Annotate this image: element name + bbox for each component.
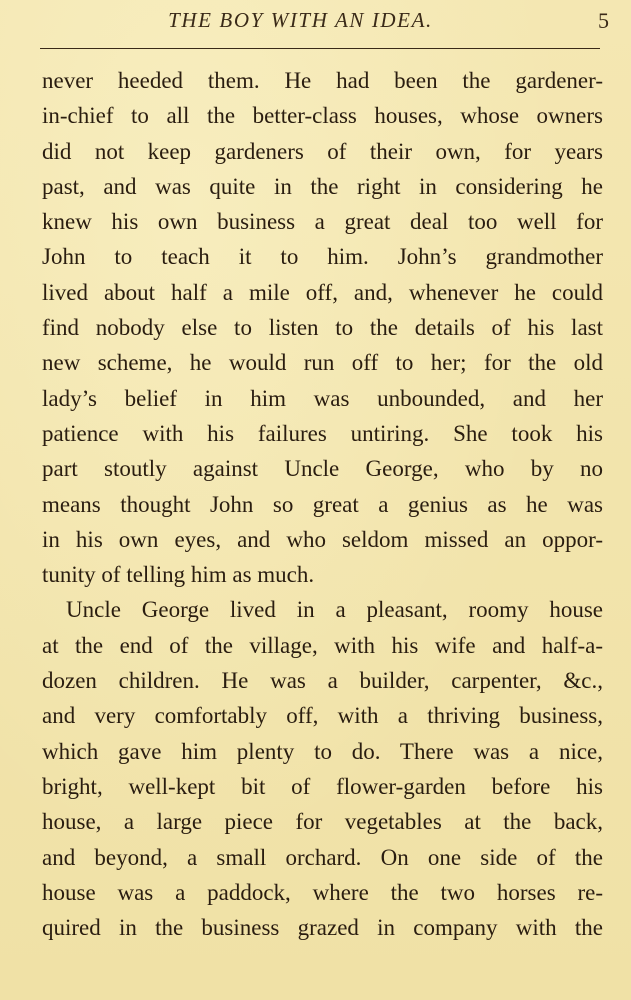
text-line: quired in the business grazed in company with the [42, 915, 603, 941]
text-line: knew his own business a great deal too well for [42, 209, 603, 235]
text-line: house, a large piece for vegetables at the back, [42, 809, 603, 835]
text-line: and very comfortably off, with a thriving business, [42, 703, 603, 729]
text-line: never heeded them. He had been the gardener- [42, 68, 603, 93]
text-line: part stoutly against Uncle George, who by no [42, 456, 603, 482]
paragraph-start-line: Uncle George lived in a pleasant, roomy house [66, 597, 603, 623]
text-line: find nobody else to listen to the details of his last [42, 315, 603, 341]
text-line: new scheme, he would run off to her; for the old [42, 350, 603, 376]
text-line: past, and was quite in the right in considering he [42, 173, 603, 199]
text-line: did not keep gardeners of their own, for years [42, 138, 603, 164]
text-line: patience with his failures untiring. She took his [42, 420, 603, 446]
text-line: house was a paddock, where the two horses re- [42, 879, 603, 905]
text-line: means thought John so great a genius as he was [42, 491, 603, 517]
text-line: at the end of the village, with his wife and half-a- [42, 632, 603, 658]
text-line: which gave him plenty to do. There was a nice, [42, 738, 603, 764]
text-line: lady’s belief in him was unbounded, and her [42, 385, 603, 411]
text-line: bright, well-kept bit of flower-garden before his [42, 773, 603, 799]
page-number: 5 [598, 8, 609, 33]
running-title: THE BOY WITH AN IDEA. [168, 8, 433, 32]
body-text [42, 63, 603, 945]
text-line: dozen children. He was a builder, carpenter, &c., [42, 668, 603, 694]
text-line: John to teach it to him. John’s grandmother [42, 244, 603, 270]
text-line: lived about half a mile off, and, whenever he could [42, 279, 603, 305]
paragraph-end-line: tunity of telling him as much. [42, 562, 315, 588]
page-header [0, 8, 631, 42]
text-line: in his own eyes, and who seldom missed an oppor- [42, 526, 603, 552]
header-rule [40, 48, 600, 49]
text-line: in-chief to all the better-class houses, whose owners [42, 103, 603, 129]
text-line: and beyond, a small orchard. On one side of the [42, 844, 603, 870]
